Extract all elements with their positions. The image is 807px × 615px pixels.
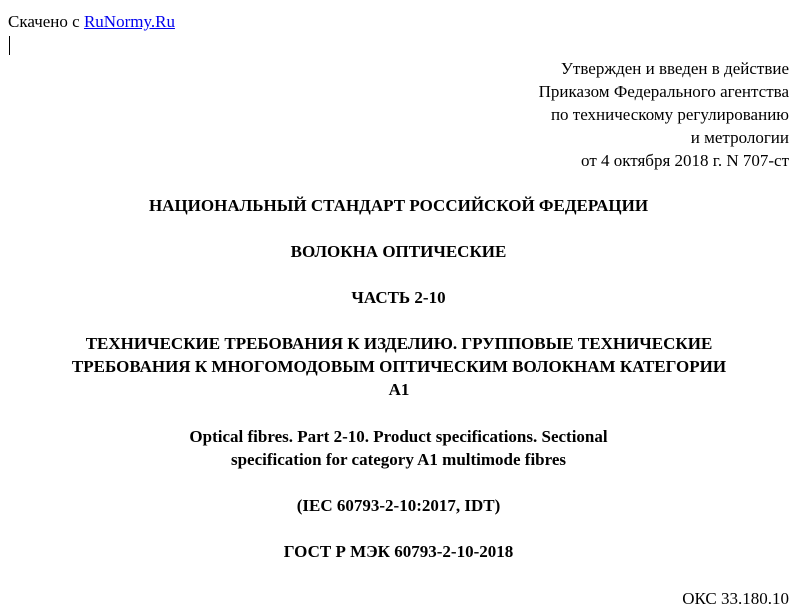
approval-block bbox=[539, 57, 789, 172]
standard-type-heading: НАЦИОНАЛЬНЫЙ СТАНДАРТ РОССИЙСКОЙ ФЕДЕРАЦИИ bbox=[148, 196, 649, 215]
gost-number: ГОСТ Р МЭК 60793-2-10-2018 bbox=[283, 542, 514, 561]
okc-code: ОКС 33.180.10 bbox=[682, 589, 789, 608]
source-prefix: Скачено с bbox=[8, 12, 84, 31]
english-title-block bbox=[0, 425, 797, 471]
source-line bbox=[8, 11, 175, 33]
approval-line: Приказом Федерального агентства bbox=[538, 82, 789, 101]
source-link[interactable]: RuNormy.Ru bbox=[83, 12, 175, 31]
subtitle-line: А1 bbox=[388, 380, 410, 399]
iec-reference: (IEC 60793-2-10:2017, IDT) bbox=[296, 496, 501, 515]
text-cursor bbox=[9, 36, 10, 55]
approval-line: от 4 октября 2018 г. N 707-ст bbox=[581, 151, 789, 170]
english-title-line: Optical fibres. Part 2-10. Product specifications. Sectional bbox=[189, 427, 608, 446]
english-title-line: specification for category A1 multimode fibres bbox=[230, 450, 567, 469]
approval-line: Утвержден и введен в действие bbox=[560, 59, 789, 78]
subtitle-line: ТЕХНИЧЕСКИЕ ТРЕБОВАНИЯ К ИЗДЕЛИЮ. ГРУППОВЫЕ ТЕХНИЧЕСКИЕ bbox=[85, 334, 713, 353]
part-heading: ЧАСТЬ 2-10 bbox=[351, 288, 446, 307]
document-title: ВОЛОКНА ОПТИЧЕСКИЕ bbox=[290, 242, 507, 261]
subtitle-line: ТРЕБОВАНИЯ К МНОГОМОДОВЫМ ОПТИЧЕСКИМ ВОЛОКНАМ КАТЕГОРИИ bbox=[71, 357, 727, 376]
approval-line: и метрологии bbox=[690, 128, 789, 147]
subtitle-block bbox=[4, 332, 794, 401]
approval-line: по техническому регулированию bbox=[550, 105, 789, 124]
